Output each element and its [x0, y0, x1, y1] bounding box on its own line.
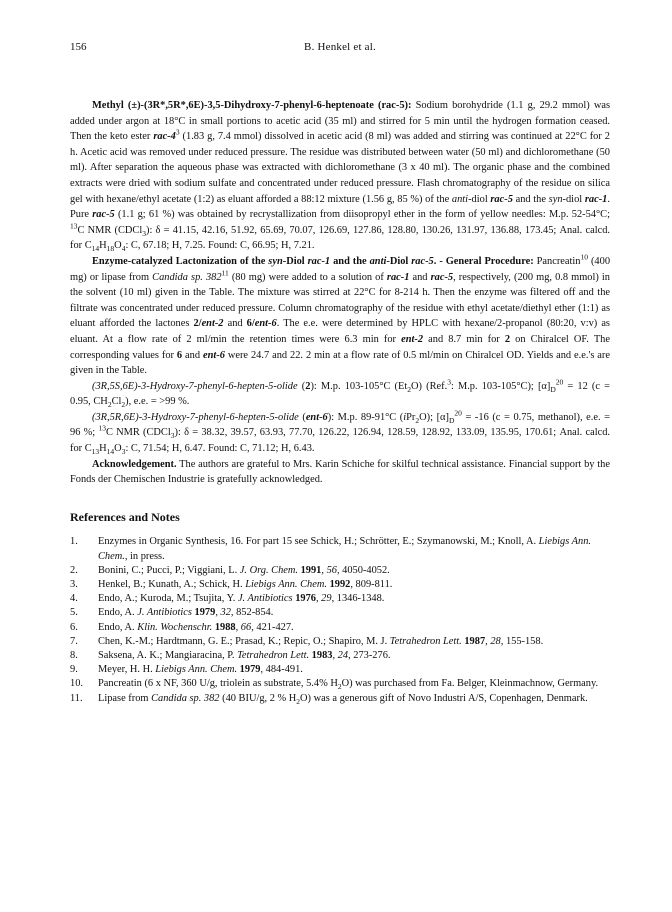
reference-item: 7. Chen, K.-M.; Hardtmann, G. E.; Prasad, K.; Repic, O.; Shapiro, M. J. Tetrahedron Lett. 1987, 28, 155-158. — [70, 635, 544, 647]
paragraph-lactonization-procedure: Enzyme-catalyzed Lactonization of the syn-Diol rac-1 and the anti-Diol rac-5. - General Procedure: Pancreatin$^{10}$ (400 mg) or lipase from Candida sp. $382^{11}$ (80 mg) were added to a solution of rac-1 and rac-5, respectively, (200 mg, 0.8 mmol) in the solvent (10 ml) given in the Table. The mixture was stirred at 22°C for 8-214 h. Then the enzyme was filtered off and the filtrate was concentrated under reduced pressure. Column chromatography of the residue with ethyl acetate/diethyl ether (1:1) as eluant afforded the lactones 2/ent-2 and 6/ent-6. The e.e. were determined by HPLC with hexane/2-propanol (80:20, v:v) as eluant. At a flow rate of 2 ml/min the retention times were 6.3 min for ent-2 and 8.7 min for 2 on Chiralcel OF. The corresponding values for 6 and ent-6 were 24.7 and 22. 2 min at a flow rate of 0.5 ml/min on Chiralcel OD. Yields and e.e.'s are given in the Table. — [70, 252, 611, 377]
paragraph-compound-ent6: (3R,5R,6E)-3-Hydroxy-7-phenyl-6-hepten-5-olide (ent-6): M.p. 89-91°C (iPr$_2$O); $[\alpha]_D^{20} = -16$ (c = 0.75, methanol), e.e. = 96 %; $^{13}$C NMR (CDCl$_3$): δ = 38.32, 39.57, 63.93, 77.70, 126.22, 126.94, 128.59, 128.92, 133.09, 135.95, 170.61; Anal. calcd. for $C_{13}H_{14}O_3$: C, 71.54; H, 6.47. Found: C, 71.12; H, 6.43. — [70, 408, 610, 457]
references-heading: References and Notes — [70, 509, 180, 524]
compound-title: Methyl (±)-(3R*,5R*,6E)-3,5-Dihydroxy-7-phenyl-6-heptenoate (rac-5): — [92, 100, 412, 111]
paragraph-compound-2: (3R,5S,6E)-3-Hydroxy-7-phenyl-6-hepten-5-olide (2): M.p. 103-105°C $(Et_2O)$ (Ref.$^3$: M.p. 103-105°C); $[\alpha]_D^{20} = 12$ (c = 0.95, $CH_2Cl_2$), e.e. = >99 %. — [70, 377, 611, 410]
reference-item: 9. Meyer, H. H. Liebigs Ann. Chem. 1979, 484-491. — [70, 664, 303, 676]
reference-item: 2. Bonini, C.; Pucci, P.; Viggiani, L. J. Org. Chem. 1991, 56, 4050-4052. — [70, 564, 390, 576]
reference-item: 11. Lipase from Candida sp. 382 (40 BIU/g, 2 % $H_2O$) was a generous gift of Novo Industri A/S, Copenhagen, Denmark. — [70, 692, 588, 706]
page-number: 156 — [70, 41, 87, 53]
paragraph-rac5-synthesis: Methyl (±)-(3R*,5R*,6E)-3,5-Dihydroxy-7-phenyl-6-heptenoate (rac-5): Sodium borohydride (1.1 g, 29.2 mmol) was added under argon at 18°C in small portions to acetic acid (35 ml) and stirred for 5 min until the hydrogen formation ceased. Then the keto ester rac-$4^3$ (1.83 g, 7.4 mmol) dissolved in acetic acid (8 ml) was added and stirring was continued at 22°C for 2 h. Acetic acid was removed under reduced pressure. The residue was distributed between water (50 ml) and dichloromethane (50 ml). After separation the aqueous phase was extracted with dichloromethane (3 x 40 ml). The organic phase and the combined extracts were dried with sodium sulfate and concentrated under reduced pressure. Flash chromatography of the residue on silica gel with hexane/ethyl acetate (1:2) as eluant afforded a 88:12 mixture (1.56 g, 85 %) of the anti-diol rac-5 and the syn-diol rac-1. Pure rac-5 (1.1 g; 61 %) was obtained by recrystallization from diisopropyl ether in the form of yellow needles: M.p. 52-54°C; $^{13}$C NMR (CDCl$_3$): δ = 41.15, 42.16, 51.92, 65.69, 70.07, 126.69, 127.86, 128.80, 130.26, 131.97, 136.88, 173.45; Anal. calcd. for $C_{14}H_{18}O_4$: C, 67.18; H, 7.25. Found: C, 66.95; H, 7.21. — [70, 100, 611, 254]
reference-item: 1. Enzymes in Organic Synthesis, 16. For part 15 see Schick, H.; Schrötter, E.; Szymanowski, M.; Knoll, A. Liebigs Ann. Chem., in press. — [70, 536, 592, 562]
references-list — [70, 535, 610, 705]
running-head: B. Henkel et al. — [304, 41, 376, 53]
reference-item: 4. Endo, A.; Kuroda, M.; Tsujita, Y. J. Antibiotics 1976, 29, 1346-1348. — [70, 593, 385, 605]
reference-item: 5. Endo, A. J. Antibiotics 1979, 32, 852-854. — [70, 607, 274, 619]
reference-item: 6. Endo, A. Klin. Wochenschr. 1988, 66, 421-427. — [70, 621, 294, 633]
acknowledgement: Acknowledgement. The authors are grateful to Mrs. Karin Schiche for skilful technical assistance. Financial support by the Fonds der Chemischen Industrie is gratefully acknowledged. — [70, 458, 610, 486]
page-header — [70, 40, 610, 56]
paper-body — [70, 98, 610, 706]
reference-item: 8. Saksena, A. K.; Mangiaracina, P. Tetrahedron Lett. 1983, 24, 273-276. — [70, 650, 391, 662]
reference-item: 10. Pancreatin (6 x NF, 360 U/g, triolein as substrate, 5.4% $H_2O$) was purchased from Fa. Belger, Kleinmachnow, Germany. — [70, 678, 599, 692]
reference-item: 3. Henkel, B.; Kunath, A.; Schick, H. Liebigs Ann. Chem. 1992, 809-811. — [70, 579, 393, 591]
